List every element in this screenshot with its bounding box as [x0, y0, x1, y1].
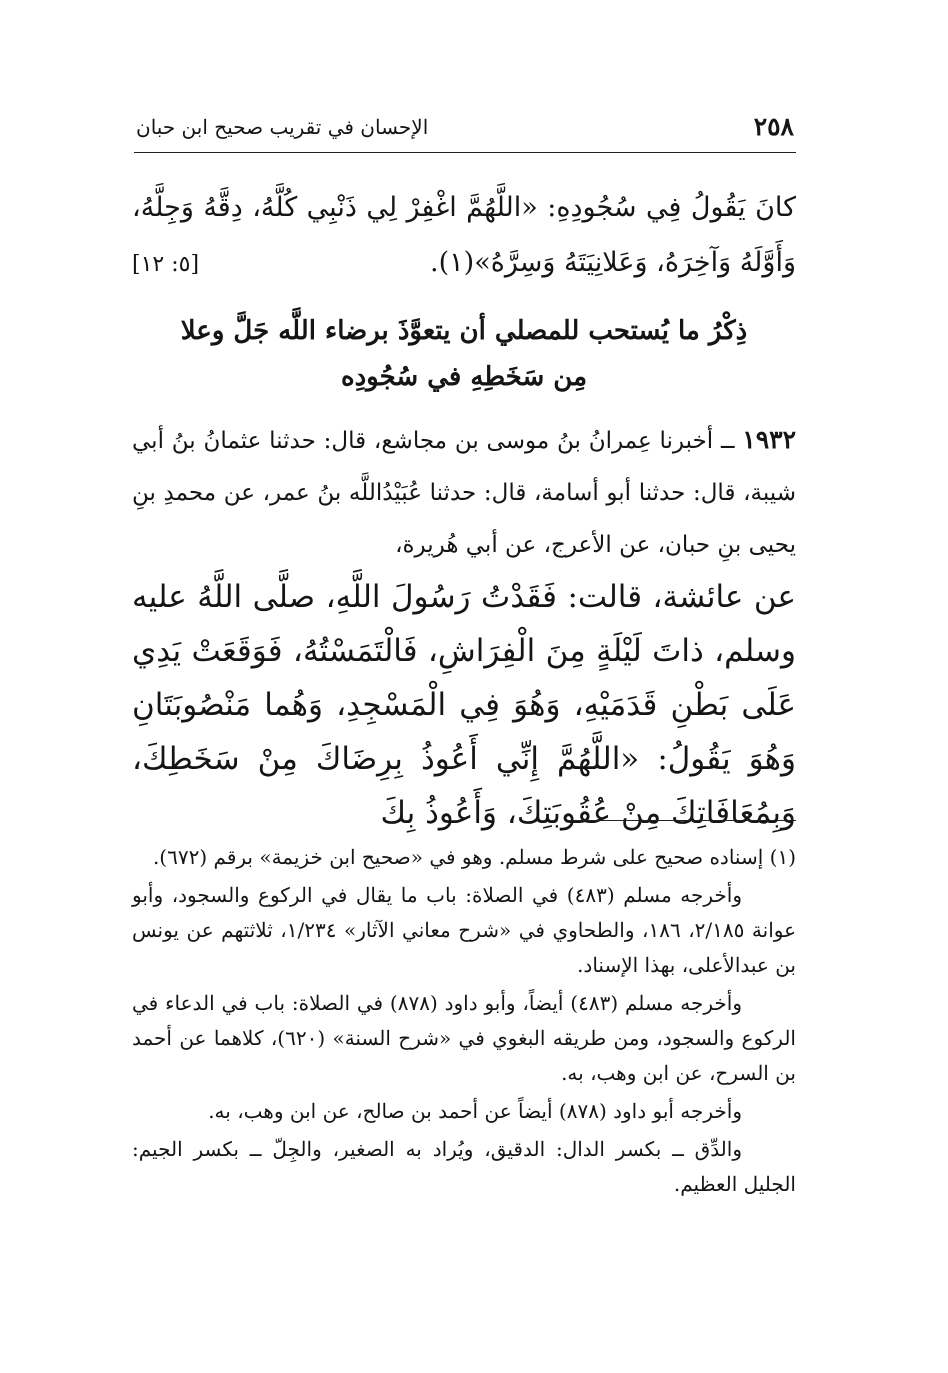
- previous-hadith-text: كانَ يَقُولُ فِي سُجُودِهِ: «اللَّهُمَّ اغْفِرْ لِي ذَنْبِي كُلَّهُ، دِقَّهُ وَجِلَّهُ، وَأَوَّلَهُ وَآخِرَهُ، وَعَلانِيَتَهُ وَسِرَّهُ»(١).: [132, 192, 796, 278]
- hadith-isnad: [132, 414, 796, 571]
- hadith-matn: [132, 570, 796, 840]
- hadith-number: ١٩٣٢: [742, 425, 796, 454]
- matn-text: عن عائشة، قالت: فَقَدْتُ رَسُولَ اللَّهِ، صلَّى اللَّهُ عليه وسلم، ذاتَ لَيْلَةٍ مِنَ الْفِرَاشِ، فَالْتَمَسْتُهُ، فَوَقَعَتْ يَدِي عَلَى بَطْنِ قَدَمَيْهِ، وَهُوَ فِي الْمَسْجِدِ، وَهُما مَنْصُوبَتَانِ وَهُوَ يَقُولُ: «اللَّهُمَّ إِنِّي أَعُوذُ بِرِضَاكَ مِنْ سَخَطِكَ، وَبِمُعَافَاتِكَ مِنْ عُقُوبَتِكَ، وَأَعُوذُ بِكَ: [132, 579, 796, 831]
- footnote-paragraph: والدِّق ــ بكسر الدال: الدقيق، ويُراد به الصغير، والجِلّ ــ بكسر الجيم: الجليل العظيم.: [132, 1137, 796, 1196]
- chapter-heading-line-1: ذِكْرُ ما يُستحب للمصلي أن يتعوَّذَ برضاء اللَّه جَلَّ وعلا: [180, 316, 748, 346]
- header-rule: [134, 152, 796, 153]
- footnote-separator: [568, 820, 796, 821]
- footnote-paragraph: وأخرجه مسلم (٤٨٣) أيضاً، وأبو داود (٨٧٨) في الصلاة: باب في الدعاء في الركوع والسجود، ومن طريقه البغوي في «شرح السنة» (٦٢٠)، كلاهما عن أحمد بن السرح، عن ابن وهب، به.: [132, 991, 796, 1085]
- footnote-paragraph: وأخرجه أبو داود (٨٧٨) أيضاً عن أحمد بن صالح، عن ابن وهب، به.: [208, 1099, 742, 1123]
- footnote-1: (١) إسناده صحيح على شرط مسلم. وهو في «صحيح ابن خزيمة» برقم (٦٧٢).: [152, 845, 796, 869]
- running-title: الإحسان في تقريب صحيح ابن حبان: [136, 115, 429, 139]
- footnotes: [132, 840, 796, 1205]
- chapter-heading: [132, 308, 796, 400]
- page-number: ٢٥٨: [753, 112, 794, 141]
- footnote-paragraph: وأخرجه مسلم (٤٨٣) في الصلاة: باب ما يقال في الركوع والسجود، وأبو عوانة ٢/١٨٥، ١٨٦، والطحاوي في «شرح معاني الآثار» ١/٢٣٤، ثلاثتهم عن يونس بن عبدالأعلى، بهذا الإسناد.: [132, 883, 797, 977]
- page-header: [136, 112, 794, 146]
- hadith-reference: [٥: ١٢]: [132, 252, 200, 277]
- isnad-text: ــ أخبرنا عِمرانُ بنُ موسى بن مجاشع، قال: حدثنا عثمانُ بنُ أبي شيبة، قال: حدثنا أبو أسامة، قال: حدثنا عُبَيْدُاللَّه بنُ عمر، عن محمدِ بنِ يحيى بنِ حبان، عن الأعرج، عن أبي هُريرة،: [132, 428, 796, 558]
- chapter-heading-line-2: مِن سَخَطِهِ في سُجُودِه: [340, 362, 587, 392]
- previous-hadith-ending: [132, 180, 796, 292]
